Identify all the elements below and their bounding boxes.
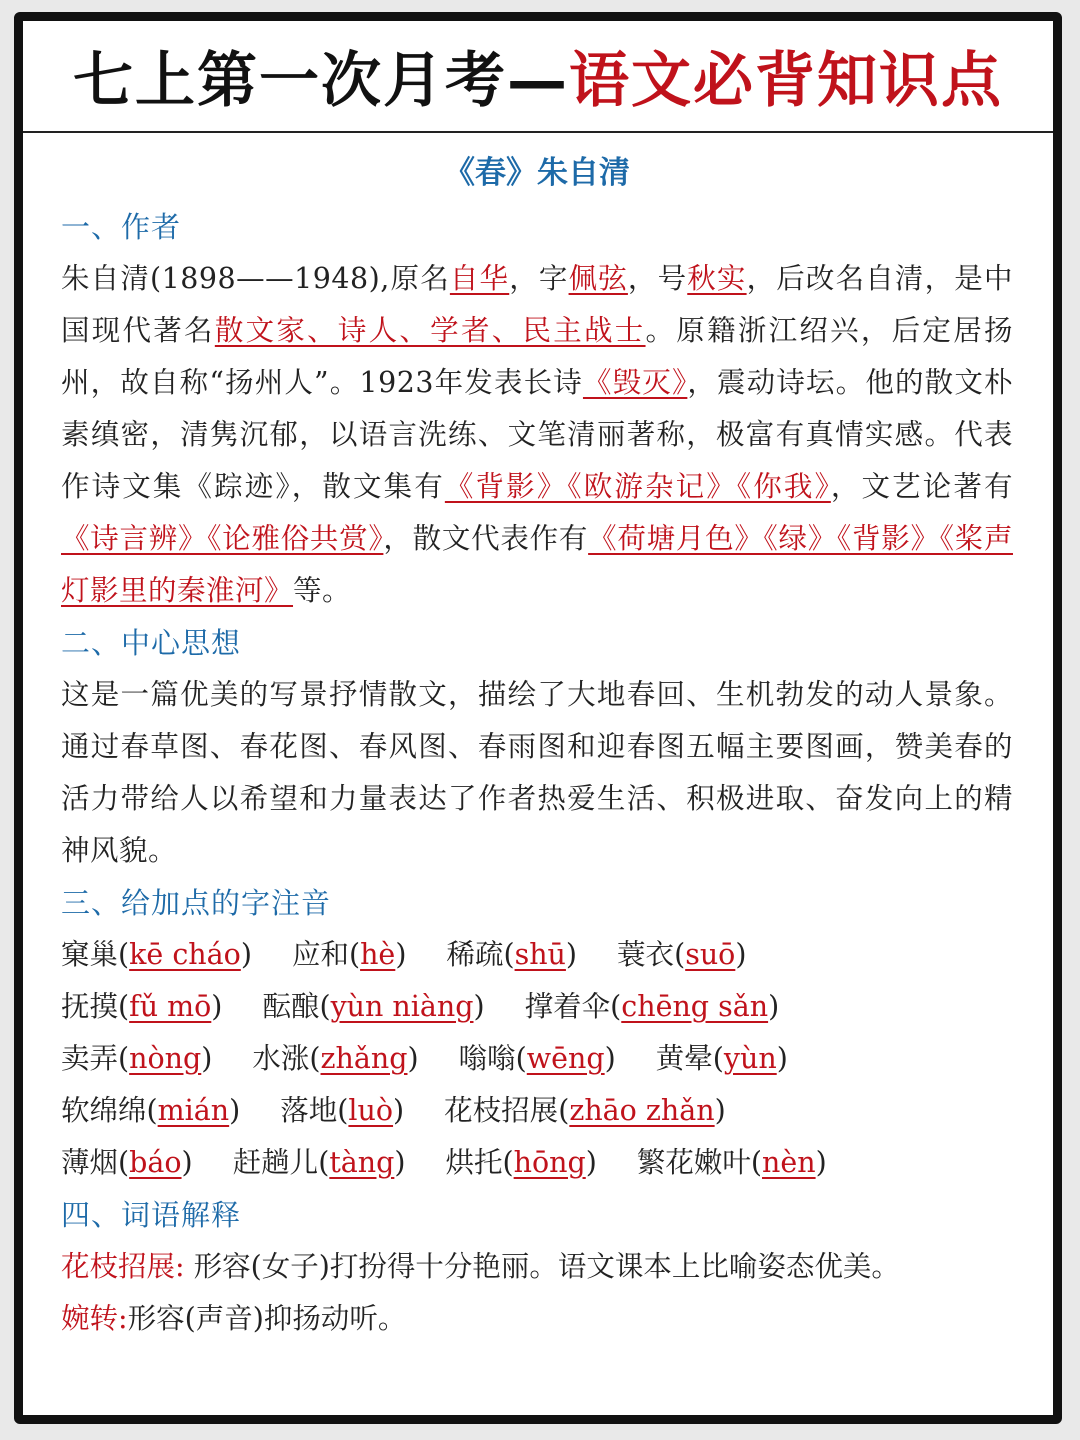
pinyin-word: 薄烟 [61,1146,119,1179]
term-definition: 形容(声音)抑扬动听。 [127,1302,407,1335]
pinyin-word: 嗡嗡 [458,1042,516,1075]
section-heading-author: 一、作者 [61,210,182,244]
pinyin-row [61,1137,1013,1189]
pinyin-row [61,1085,1013,1137]
author-highlight: 《毁灭》 [582,366,688,399]
pinyin-item [233,1137,406,1189]
author-highlight: 自华 [449,262,510,295]
author-paragraph [61,253,1013,617]
author-text: ，文艺论著有 [830,470,1013,503]
paren-close: ) [229,1094,241,1127]
pinyin-sound: tàng [329,1146,395,1179]
pinyin-word: 繁花嫩叶 [636,1146,751,1179]
paren-open: ( [118,1146,130,1179]
pinyin-sound: yùn niàng [330,990,474,1023]
pinyin-word: 赶趟儿 [232,1146,319,1179]
paren-open: ( [348,938,361,971]
paren-close: ) [585,1146,597,1179]
author-text: ，后改名自清，是中国现代著名 [61,262,1013,347]
author-text: ，号 [627,262,688,295]
section-heading-pinyin: 三、给加点的字注音 [61,886,332,920]
pinyin-word: 抚摸 [61,990,119,1023]
paren-close: ) [768,990,780,1023]
central-idea-paragraph: 这是一篇优美的写景抒情散文，描绘了大地春回、生机勃发的动人景象。通过春草图、春花图、春风图、春雨图和迎春图五幅主要图画，赞美春的活力带给人以希望和力量表达了作者热爱生活、积极进取、奋发向上的精神风貌。 [61,678,1013,867]
pinyin-word: 软绵绵 [61,1094,147,1127]
pinyin-word: 水涨 [252,1042,310,1075]
pinyin-sound: chēng sǎn [621,990,769,1023]
paren-close: ) [815,1146,827,1179]
paren-close: ) [395,938,407,971]
paren-close: ) [735,938,747,971]
author-text: 。原籍浙江绍兴，后定居扬州，故自称“扬州人”。1923年发表长诗 [61,314,1013,399]
paren-close: ) [394,1146,406,1179]
pinyin-list [61,929,1013,1189]
paren-close: ) [565,938,578,971]
pinyin-item [446,929,577,981]
paren-open: ( [558,1094,570,1127]
pinyin-sound: zhāo zhǎn [569,1094,715,1127]
page-title-part1: 七上第一次月考— [73,46,569,116]
author-highlight: 《背影》《欧游杂记》《你我》 [444,470,831,503]
pinyin-sound: zhǎng [320,1042,408,1075]
pinyin-item [252,1033,418,1085]
pinyin-item [61,981,222,1033]
author-highlight: 散文家、诗人、学者、民主战士 [214,314,646,347]
pinyin-sound: báo [129,1146,182,1179]
pinyin-item [525,981,780,1033]
pinyin-sound: suō [685,938,736,971]
pinyin-sound: luò [348,1094,394,1127]
pinyin-word: 卖弄 [61,1042,119,1075]
paren-open: ( [118,990,130,1023]
paren-open: ( [502,1146,514,1179]
pinyin-item [656,1033,788,1085]
pinyin-word: 酝酿 [262,990,320,1023]
term-item [61,1241,1013,1293]
paren-close: ) [473,990,485,1023]
paren-open: ( [319,990,331,1023]
paren-close: ) [604,1042,616,1075]
paren-close: ) [201,1042,213,1075]
pinyin-word: 蓑衣 [617,938,675,971]
pinyin-row [61,1033,1013,1085]
pinyin-item [61,929,252,981]
paren-open: ( [712,1042,724,1075]
author-text: ，震动诗坛。他的散文朴素缜密，清隽沉郁，以语言洗练、文笔清丽著称，极富有真情实感。代表作诗文集《踪迹》，散文集有 [61,366,1013,503]
author-highlight: 《诗言辨》《论雅俗共赏》 [61,522,384,555]
term-word: 花枝招展: [61,1250,185,1283]
lesson-title: 《春》朱自清 [444,155,630,191]
paren-open: ( [750,1146,763,1179]
pinyin-sound: nòng [129,1042,202,1075]
pinyin-item [61,1085,240,1137]
paren-close: ) [776,1042,788,1075]
author-highlight: 佩弦 [568,262,628,295]
pinyin-sound: nèn [762,1146,816,1179]
section-heading-central-idea: 二、中心思想 [61,626,242,660]
author-highlight: 秋实 [687,262,747,295]
paren-close: ) [393,1094,405,1127]
paren-open: ( [337,1094,349,1127]
paren-close: ) [211,990,223,1023]
pinyin-word: 黄晕 [655,1042,713,1075]
pinyin-word: 窠巢 [61,938,119,971]
paren-open: ( [515,1042,527,1075]
term-definition: 形容(女子)打扮得十分艳丽。语文课本上比喻姿态优美。 [184,1250,900,1283]
pinyin-item [459,1033,616,1085]
pinyin-sound: hè [360,938,396,971]
term-item [61,1293,1013,1345]
pinyin-row [61,981,1013,1033]
pinyin-word: 稀疏 [446,938,504,971]
pinyin-item [617,929,746,981]
pinyin-row [61,929,1013,981]
pinyin-item [262,981,484,1033]
page-frame [14,12,1062,1424]
pinyin-sound: wēng [526,1042,605,1075]
section-heading-terms: 四、词语解释 [61,1198,242,1232]
paren-open: ( [309,1042,321,1075]
paren-open: ( [674,938,686,971]
paren-open: ( [118,1042,130,1075]
pinyin-item [292,929,407,981]
pinyin-sound: hōng [513,1146,586,1179]
pinyin-sound: fǔ mō [129,990,212,1023]
content-area [23,133,1053,1345]
pinyin-word: 花枝招展 [444,1094,559,1127]
title-bar [23,21,1053,133]
paren-open: ( [503,938,515,971]
paren-open: ( [118,938,130,971]
pinyin-word: 应和 [291,938,349,971]
paren-close: ) [240,938,252,971]
pinyin-item [280,1085,404,1137]
pinyin-sound: yùn [723,1042,777,1075]
paren-open: ( [610,990,622,1023]
pinyin-sound: kē cháo [129,938,241,971]
author-highlight: 《荷塘月色》《绿》《背影》《桨声灯影里的秦淮河》 [61,522,1013,607]
author-text: 等。 [293,574,352,607]
pinyin-sound: mián [157,1094,230,1127]
pinyin-word: 撑着伞 [524,990,611,1023]
pinyin-item [444,1085,726,1137]
pinyin-item [61,1137,193,1189]
paren-close: ) [181,1146,193,1179]
pinyin-item [61,1033,212,1085]
paren-open: ( [146,1094,158,1127]
author-text: 朱自清(1898——1948),原名 [61,262,450,295]
pinyin-word: 烘托 [445,1146,503,1179]
pinyin-word: 落地 [280,1094,338,1127]
pinyin-sound: shū [514,938,566,971]
author-text: ，散文代表作有 [383,522,589,555]
pinyin-item [637,1137,827,1189]
paren-close: ) [407,1042,419,1075]
paren-open: ( [318,1146,330,1179]
term-word: 婉转: [61,1302,128,1335]
page-title-part2: 语文必背知识点 [569,46,1003,116]
paren-close: ) [714,1094,726,1127]
pinyin-item [445,1137,596,1189]
author-text: ，字 [509,262,569,295]
